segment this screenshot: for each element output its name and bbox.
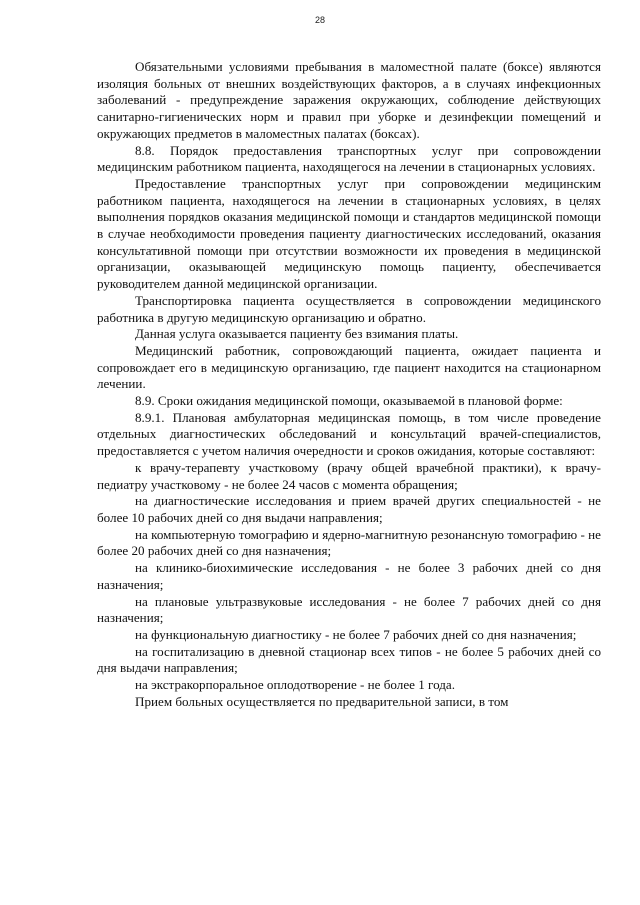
paragraph: Транспортировка пациента осуществляется в сопровождении медицинского работника в другую медицинскую организацию и обратно. [97,292,601,325]
paragraph: на диагностические исследования и прием врачей других специальностей - не более 10 рабочих дней со дня выдачи направления; [97,493,601,525]
paragraph: на госпитализацию в дневной стационар всех типов - не более 5 рабочих дней со дня выдачи направления; [97,643,601,676]
paragraph: 8.8. Порядок предоставления транспортных услуг при сопровождении медицинским работником пациента, находящегося на лечении в стационарных условиях. [97,142,601,175]
paragraph: на функциональную диагностику - не более 7 рабочих дней со дня назначения; [135,626,577,642]
paragraph: Обязательными условиями пребывания в маломестной палате (боксе) являются изоляция больных от внешних воздействующих факторов, а в случаях инфекционных заболеваний - предупреждение заражения окружающих, соблюдение действующих санитарно-гигиенических норм и правил при уборке и дезинфекции помещений и окружающих предметов в маломестных палатах (боксах). [97,59,601,141]
document-body [97,59,601,710]
paragraph: 8.9.1. Плановая амбулаторная медицинская помощь, в том числе проведение отдельных диагностических обследований и консультаций врачей-специалистов, предоставляется с учетом наличия очередности и сроков ожидания, которые составляют: [97,409,601,459]
page-number: 28 [314,15,325,25]
paragraph: на компьютерную томографию и ядерно-магнитную резонансную томографию - не более 20 рабочих дней со дня назначения; [97,526,601,559]
paragraph: на клинико-биохимические исследования - не более 3 рабочих дней со дня назначения; [97,560,601,592]
paragraph: Данная услуга оказывается пациенту без взимания платы. [135,326,459,342]
paragraph: на экстракорпоральное оплодотворение - не более 1 года. [135,677,456,693]
paragraph: Медицинский работник, сопровождающий пациента, ожидает пациента и сопровождает его в медицинскую организацию, где пациент находится на стационарном лечении. [97,342,601,392]
paragraph: Предоставление транспортных услуг при сопровождении медицинским работником пациента, находящегося на лечении в стационарных условиях, в целях выполнения порядков оказания медицинской помощи и стандартов медицинской помощи в случае необходимости проведения пациенту диагностических исследований, оказания консультативной помощи при отсутствии возможности их проведения в медицинской организации, оказывающей медицинскую помощь пациенту, обеспечивается руководителем данной медицинской организации. [97,175,601,292]
paragraph: Прием больных осуществляется по предварительной записи, в том [135,693,509,709]
paragraph: к врачу-терапевту участковому (врачу общей врачебной практики), к врачу-педиатру участковому - не более 24 часов с момента обращения; [97,459,601,492]
paragraph: на плановые ультразвуковые исследования - не более 7 рабочих дней со дня назначения; [97,593,601,626]
paragraph: 8.9. Сроки ожидания медицинской помощи, оказываемой в плановой форме: [135,393,563,409]
